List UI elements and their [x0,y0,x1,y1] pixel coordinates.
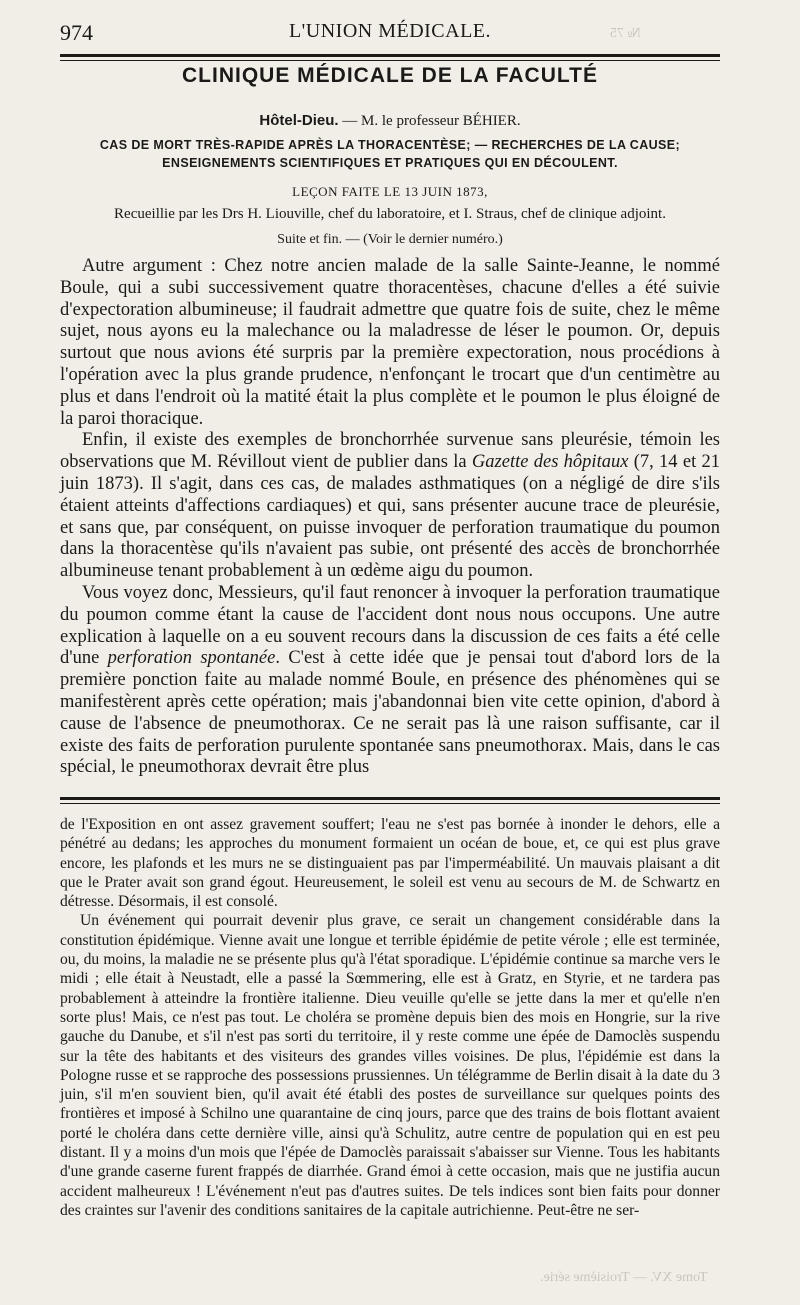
running-title: L'UNION MÉDICALE. [288,20,492,42]
main-paragraph: Autre argument : Chez notre ancien malade de la salle Sainte-Jeanne, le nommé Boule, qui a subi successivement quatre thoracentèses, chacune d'elles a été suivie d'expectoration albumineuse; il faudrait admettre que quatre fois de suite, chez le même sujet, nous ayons eu la malechance ou la maladresse de léser le poumon. Or, depuis surtout que nous avions été surpris par la première expectoration, nous procédions à l'opération avec la plus grande prudence, n'enfonçant le trocart que d'un centimètre au plus et dans l'endroit où la matité était la plus complète et le poumon le plus éloigné de la paroi thoracique. [60,256,720,429]
main-paragraph-text: (7, 14 et 21 juin 1873). Il s'agit, dans ces cas, de malades asthmatiques (on a négligé de dire s'ils étaient atteints d'affections cardiaques) et qui, sans présenter aucune trace de pleurésie, et sans que, par conséquent, on puisse invoquer de perforation traumatique du poumon dans la thoracentèse qu'ils n'avaient pas subie, ont présenté des accès de bronchorrhée albumineuse tenant probablement à un œdème aigu du poumon. [60,452,720,582]
case-title-line-2: ENSEIGNEMENTS SCIENTIFIQUES ET PRATIQUES QUI EN DÉCOULENT. [162,156,618,170]
running-header [60,20,720,50]
page-number: 974 [60,20,93,45]
emphasized-term: perforation spontanée [107,648,276,669]
feuilleton-body [60,815,720,1220]
feuilleton-paragraph: de l'Exposition en ont assez gravement souffert; l'eau ne s'est pas bornée à inonder le dehors, elle a pénétré au dedans; les approches du monument formaient un océan de boue, et, ce qui est plus grave encore, les plafonds et les murs ne se distinguaient pas par l'imperméabilité. Un mauvais plaisant a dit que le Prater avait son grand égout. Heureusement, le soleil est venu au secours de M. de Schwartz en détresse. Désormais, il est consolé. [60,816,720,911]
main-paragraph-text: . C'est à cette idée que je pensai tout d'abord lors de la première ponction faite au malade nommé Boule, en présence des phénomènes qui se manifestèrent après cette opération; mais j'abandonnai bien vite cette opinion, d'abord à cause de l'absence de pneumothorax. Ce ne serait pas là une raison suffisante, car il existe des faits de perforation purulente spontanée sans pneumothorax. Mais, dans le cas spécial, le pneumothorax devrait être plus [60,648,720,778]
bleed-through-header: № 75 [610,26,641,41]
hospital-name: Hôtel-Dieu. [259,112,339,129]
feuilleton-paragraph: Un événement qui pourrait devenir plus grave, ce serait un changement considérable dans la constitution épidémique. Vienne avait une longue et terrible épidémie de petite vérole ; elle est terminée, ou, du moins, la maladie ne se présente plus qu'à l'état sporadique. L'épidémie continue sa marche vers le midi ; elle était à Neustadt, elle a passé la Sœmmering, elle est à Gratz, en Styrie, et ne tardera pas probablement à atteindre la frontière italienne. Dieu veuille qu'elle se jette dans la mer et qu'elle n'en sorte plus! Mais, ce n'est pas tout. Le choléra se promène depuis bien des mois en Hongrie, sur la rive gauche du Danube, et s'il n'est pas sorti du territoire, il y reste comme une épée de Damoclès suspendu sur la tête des habitants et des visiteurs des grandes villes voisines. De plus, l'épidémie est dans la Pologne russe et se rapproche des possessions prussiennes. Un télégramme de Berlin disait à la date du 3 juin, s'il m'en souvient bien, qu'il avait été établi des postes de surveillance sur quelques points des frontières et imposé à Schilno une quarantaine de cinq jours, parce que des trains de bois flottant avaient porté le choléra dans cette dernière ville, ainsi qu'à Schulitz, autre centre de population qui en est peu distant. Il y a moins d'un mois que l'épée de Damoclès paraissait s'abaisser sur Vienne. Tous les habitants d'une grande caserne furent frappés de diarrhée. Grand émoi à cette occasion, mais que ne justifia aucun accident malheureux ! L'événement n'eut pas d'autres suites. De tels indices sont bien faits pour donner des craintes sur l'avenir des conditions sanitaires de la capitale autrichienne. Peut-être ne ser- [60,912,720,1219]
main-paragraph [60,583,720,779]
main-paragraph-text: Enfin, il existe des exemples de bronchorrhée survenue sans pleurésie, témoin les observations que M. Révillout vient de publier dans la [60,430,720,473]
case-title [60,136,720,172]
hospital-separator: — M. le professeur [338,113,463,129]
feuilleton-rule [60,797,720,800]
hospital-line [60,112,720,130]
header-rule [60,54,720,57]
main-article-body [60,256,720,779]
feuilleton-rule-thin [60,803,720,804]
credits-line: Recueillie par les Drs H. Liouville, chef du laboratoire, et I. Straus, chef de clinique adjoint. [114,206,666,222]
main-paragraph [60,430,720,583]
professor-name: BÉHIER. [462,113,521,129]
bleed-through-footer: Tome XV. — Troisième série. [540,1270,708,1285]
section-title: CLINIQUE MÉDICALE DE LA FACULTÉ [182,64,598,87]
lecture-date: LEÇON FAITE LE 13 JUIN 1873, [292,184,488,199]
case-title-line-1: CAS DE MORT TRÈS-RAPIDE APRÈS LA THORACENTÈSE; — RECHERCHES DE LA CAUSE; [99,138,681,152]
header-rule-thin [60,60,720,61]
continuation-note: Suite et fin. — (Voir le dernier numéro.) [277,232,503,247]
main-paragraph-text: Vous voyez donc, Messieurs, qu'il faut renoncer à invoquer la perforation traumatique du poumon comme étant la cause de l'accident dont nous nous occupons. Une autre explication à laquelle on a eu souvent recours dans la discussion de ces faits a été celle d'une [60,582,720,669]
journal-title: Gazette des hôpitaux [471,452,629,473]
